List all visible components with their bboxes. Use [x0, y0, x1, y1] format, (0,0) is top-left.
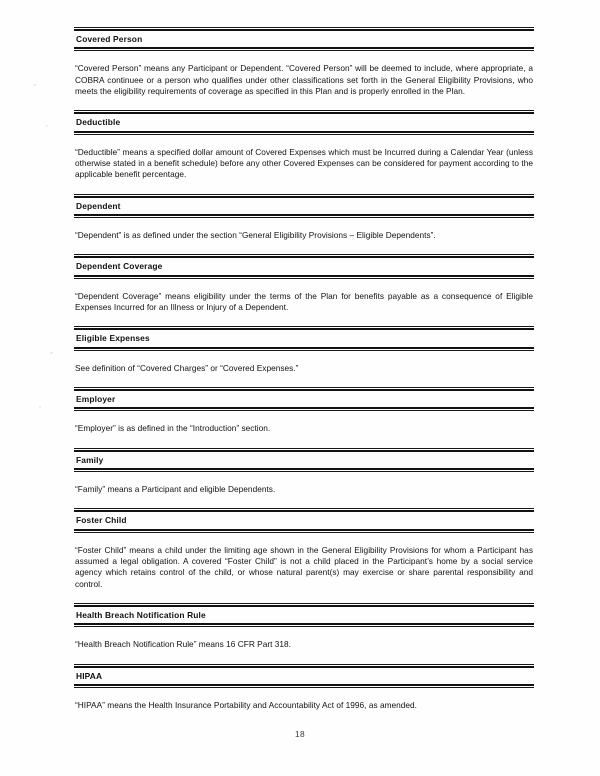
definition-text: “Deductible” means a specified dollar amount of Covered Expenses which must be Incurred during a Calendar Year (unless otherwise stated in a benefit schedule) before any other Covered Expenses can be considered for payment according to the applicable benefit percentage. [75, 146, 533, 180]
spacer [74, 472, 534, 484]
spacer [74, 688, 534, 700]
spacer [74, 241, 534, 254]
spacer [74, 181, 534, 194]
header-rule-bottom [74, 131, 534, 135]
definition-section [74, 448, 534, 509]
spacer [74, 711, 534, 724]
header-rule-bottom [74, 47, 534, 51]
header-rule-bottom [74, 407, 534, 411]
scan-artifact [39, 406, 41, 408]
definition-section [74, 110, 534, 193]
spacer [74, 51, 534, 63]
definition-text: “Employer” is as defined in the “Introduction” section. [75, 423, 271, 434]
definition-term-header [74, 508, 534, 532]
header-rule-bottom [74, 214, 534, 218]
definition-term: Dependent Coverage [76, 261, 163, 272]
spacer [74, 374, 534, 387]
definition-text: “Family” means a Participant and eligible Dependents. [75, 484, 276, 495]
definition-text: “Covered Person” means any Participant or Dependent. “Covered Person” will be deemed to include, where appropriate, a COBRA continuee or a person who qualifies under other classifications set forth in the General Eligibility Provisions, who meets the eligibility requirements of coverage as specified in this Plan and is properly enrolled in the Plan. [75, 63, 533, 96]
spacer [74, 313, 534, 326]
page-number: 18 [295, 729, 305, 739]
definition-term: Dependent [76, 200, 121, 211]
spacer [74, 651, 534, 664]
spacer [74, 435, 534, 448]
header-rule-bottom [74, 347, 534, 351]
definition-text: “Health Breach Notification Rule” means 16 CFR Part 318. [75, 639, 292, 650]
scan-artifact [46, 125, 48, 127]
header-rule-bottom [74, 468, 534, 472]
definition-term: Health Breach Notification Rule [76, 610, 206, 620]
spacer [74, 135, 534, 147]
spacer [74, 627, 534, 639]
definition-term-header [74, 110, 534, 134]
definition-text: See definition of “Covered Charges” or “Covered Expenses.” [75, 362, 299, 373]
spacer [74, 97, 534, 110]
definition-term-header [74, 664, 534, 688]
definition-term: Covered Person [76, 34, 143, 44]
spacer [74, 218, 534, 230]
definition-section [74, 254, 534, 326]
definition-text: “HIPAA” means the Health Insurance Portability and Accountability Act of 1996, as amended. [75, 700, 418, 711]
definition-text: “Foster Child” means a child under the limiting age shown in the General Eligibility Provisions for whom a Participant has assumed a legal obligation. A covered “Foster Child” is not a child placed in the Participant’s home by a social service agency which retains control of the child, or whose natural parent(s) may exercise or share parental responsibility and control. [75, 544, 533, 589]
header-rule-bottom [74, 684, 534, 688]
definition-section [74, 27, 534, 110]
scan-artifact [33, 84, 36, 86]
header-rule-bottom [74, 275, 534, 279]
spacer [74, 411, 534, 423]
definition-section [74, 387, 534, 448]
spacer [74, 351, 534, 363]
definition-section [74, 508, 534, 603]
definition-term-header [74, 254, 534, 278]
definition-term-header [74, 387, 534, 411]
definition-section [74, 664, 534, 725]
definition-section [74, 326, 534, 387]
definition-term-header [74, 326, 534, 350]
definition-term: Employer [76, 394, 116, 404]
definition-term: Family [76, 454, 104, 465]
definition-term-header [74, 194, 534, 218]
definition-section [74, 194, 534, 255]
definition-term: Deductible [76, 117, 121, 128]
definition-term-header [74, 27, 534, 51]
definitions-list [74, 27, 534, 724]
definition-text: “Dependent Coverage” means eligibility under the terms of the Plan for benefits payable as a consequence of Eligible Expenses Incurred for an Illness or Injury of a Dependent. [75, 290, 533, 312]
definition-term-header [74, 448, 534, 472]
header-rule-bottom [74, 529, 534, 533]
definition-term-header [74, 603, 534, 627]
spacer [74, 533, 534, 545]
definition-section [74, 603, 534, 664]
definition-text: “Dependent” is as defined under the section “General Eligibility Provisions – Eligible Dependents”. [75, 230, 436, 240]
spacer [74, 495, 534, 508]
definition-term: Foster Child [76, 515, 127, 526]
scan-artifact [50, 352, 53, 354]
spacer [74, 590, 534, 603]
spacer [74, 279, 534, 291]
definition-term: Eligible Expenses [76, 333, 150, 344]
definition-term: HIPAA [76, 670, 103, 681]
header-rule-bottom [74, 623, 534, 627]
